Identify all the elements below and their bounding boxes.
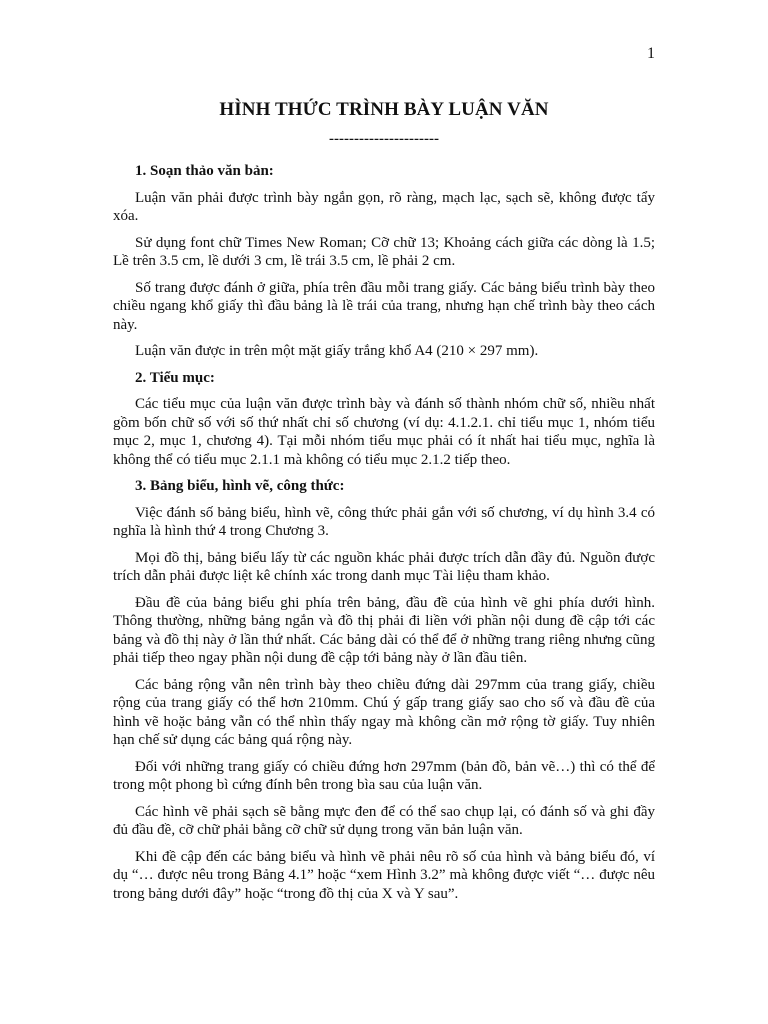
paragraph: Luận văn được in trên một mặt giấy trắng khổ A4 (210 × 297 mm). [135,343,539,359]
paragraph: Đầu đề của bảng biểu ghi phía trên bảng, đầu đề của hình vẽ ghi phía dưới hình. Thông thường, những bảng ngắn và đồ thị phải đi liền với phần nội dung đề cập tới các bảng và đồ thị này ở lần thứ nhất. Các bảng dài có thể để ở những trang riêng nhưng cũng phải tiếp theo ngay phần nội dung đề cập tới bảng này ở lần đầu tiên. [113,594,655,666]
paragraph: Việc đánh số bảng biểu, hình vẽ, công thức phải gắn với số chương, ví dụ hình 3.4 có nghĩa là hình thứ 4 trong Chương 3. [113,504,655,539]
document-body [113,98,655,911]
paragraph: Số trang được đánh ở giữa, phía trên đầu mỗi trang giấy. Các bảng biểu trình bày theo chiều ngang khổ giấy thì đầu bảng là lề trái của trang, nhưng hạn chế trình bày theo cách này. [113,279,655,333]
paragraph: Khi đề cập đến các bảng biểu và hình vẽ phải nêu rõ số của hình và bảng biểu đó, ví dụ “… được nêu trong Bảng 4.1” hoặc “xem Hình 3.2” mà không được viết “… được nêu trong bảng dưới đây” hoặc “trong đồ thị của X và Y sau”. [113,848,655,902]
page-number: 1 [647,45,655,62]
paragraph: Mọi đồ thị, bảng biểu lấy từ các nguồn khác phải được trích dẫn đầy đủ. Nguồn được trích dẫn phải được liệt kê chính xác trong danh mục Tài liệu tham khảo. [113,549,655,584]
section-heading-2: 2. Tiểu mục: [135,369,215,386]
paragraph: Các bảng rộng vẫn nên trình bày theo chiều đứng dài 297mm của trang giấy, chiều rộng của trang giấy có thể hơn 210mm. Chú ý gấp trang giấy sao cho số và đầu đề của hình vẽ hoặc bảng vẫn có thể nhìn thấy ngay mà không cần mở rộng tờ giấy. Tuy nhiên hạn chế sử dụng các bảng quá rộng này. [113,676,655,748]
section-heading-1: 1. Soạn thảo văn bản: [135,163,274,179]
title-rule: ---------------------- [329,131,439,147]
paragraph: Các tiểu mục của luận văn được trình bày và đánh số thành nhóm chữ số, nhiều nhất gồm bốn chữ số với số thứ nhất chỉ số chương (ví dụ: 4.1.2.1. chỉ tiểu mục 1, nhóm tiểu mục 2, mục 1, chương 4). Tại mỗi nhóm tiểu mục phải có ít nhất hai tiểu mục, nghĩa là không thể có tiểu mục 2.1.1 mà không có tiểu mục 2.1.2 tiếp theo. [113,396,655,468]
document-title: HÌNH THỨC TRÌNH BÀY LUẬN VĂN [219,99,549,120]
paragraph: Đối với những trang giấy có chiều đứng hơn 297mm (bản đồ, bản vẽ…) thì có thể để trong một phong bì cứng đính bên trong bìa sau của luận văn. [113,758,655,793]
paragraph: Luận văn phải được trình bày ngắn gọn, rõ ràng, mạch lạc, sạch sẽ, không được tẩy xóa. [113,189,655,224]
paragraph: Sử dụng font chữ Times New Roman; Cỡ chữ 13; Khoảng cách giữa các dòng là 1.5; Lề trên 3.5 cm, lề dưới 3 cm, lề trái 3.5 cm, lề phải 2 cm. [113,234,655,269]
section-heading-3: 3. Bảng biểu, hình vẽ, công thức: [135,478,345,494]
paragraph: Các hình vẽ phải sạch sẽ bằng mực đen để có thể sao chụp lại, có đánh số và ghi đầy đủ đầu đề, cỡ chữ phải bằng cỡ chữ sử dụng trong văn bản luận văn. [113,803,655,838]
